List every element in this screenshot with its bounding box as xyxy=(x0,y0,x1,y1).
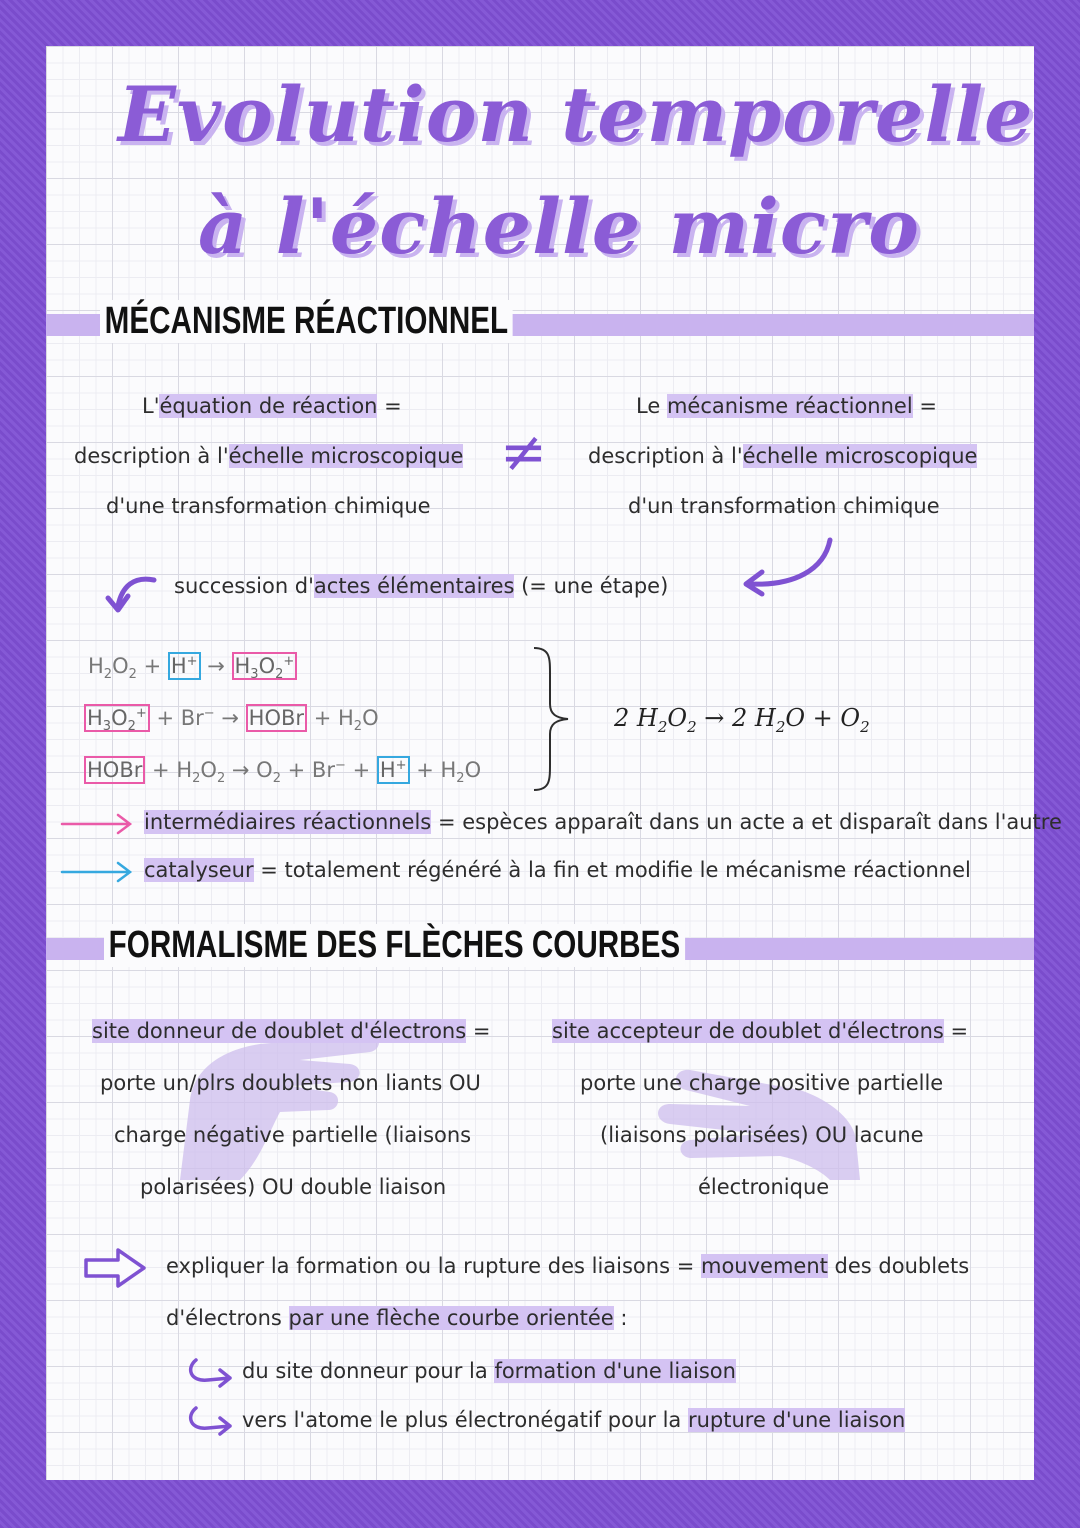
bullet-formation: du site donneur pour la formation d'une liaison xyxy=(242,1359,736,1383)
succession-line: succession d'actes élémentaires (= une étape) xyxy=(174,574,669,598)
mecanisme-def-line1: Le mécanisme réactionnel = xyxy=(636,394,937,418)
explain-line1: expliquer la formation ou la rupture des liaisons = mouvement des doublets xyxy=(166,1254,970,1278)
donneur-line2: porte un/plrs doublets non liants OU xyxy=(100,1071,481,1095)
curly-brace-icon xyxy=(528,644,576,794)
intermediaires-definition: intermédiaires réactionnels = espèces apparaît dans un acte a et disparaît dans l'autre xyxy=(144,810,1062,834)
accepteur-line3: (liaisons polarisées) OU lacune xyxy=(600,1123,924,1147)
section-heading-fleches: FORMALISME DES FLÈCHES COURBES xyxy=(104,924,685,967)
reaction-step-3: HOBr + $H_2O_2 \to O_2 + Br^- + H^+ + H_2O$ xyxy=(84,758,481,786)
global-equation: 2 $H_2O_2 \to 2$ $H_2O + O_2$ xyxy=(614,704,870,736)
explain-line2: d'électrons par une flèche courbe orientée : xyxy=(166,1306,628,1330)
pink-arrow-icon xyxy=(60,812,134,836)
hollow-arrow-icon xyxy=(82,1244,150,1292)
section-bar-right xyxy=(470,314,1034,336)
title-line-1: Evolution temporelle xyxy=(118,70,1034,159)
hook-arrow-icon-1 xyxy=(186,1356,236,1388)
bullet-rupture: vers l'atome le plus électronégatif pour la rupture d'une liaison xyxy=(242,1408,906,1432)
accepteur-line2: porte une charge positive partielle xyxy=(580,1071,944,1095)
donneur-title: site donneur de doublet d'électrons = xyxy=(92,1019,491,1043)
mecanisme-def-line2: description à l'échelle microscopique xyxy=(588,444,978,468)
right-hand-icon xyxy=(630,1030,870,1190)
reaction-step-2: $H_3O_2^+ + Br^-$ → HOBr + $H_2O$ xyxy=(84,706,379,734)
title-line-2: à l'échelle micro xyxy=(198,182,920,271)
curved-arrow-left-icon xyxy=(104,572,160,616)
donneur-line4: polarisées) OU double liaison xyxy=(140,1175,447,1199)
not-equal-sign: ≠ xyxy=(500,420,547,485)
left-hand-icon xyxy=(170,1030,390,1190)
donneur-line3: charge négative partielle (liaisons xyxy=(114,1123,472,1147)
catalyseur-definition: catalyseur = totalement régénéré à la fin et modifie le mécanisme réactionnel xyxy=(144,858,971,882)
equation-def-line2: description à l'échelle microscopique xyxy=(74,444,464,468)
equation-def-line1: L'équation de réaction = xyxy=(142,394,402,418)
curved-arrow-right-icon xyxy=(738,534,838,598)
blue-arrow-icon xyxy=(60,860,134,884)
mecanisme-def-line3: d'un transformation chimique xyxy=(628,494,940,518)
section-heading-mecanisme: MÉCANISME RÉACTIONNEL xyxy=(100,300,513,343)
hook-arrow-icon-2 xyxy=(186,1404,236,1436)
accepteur-line4: électronique xyxy=(698,1175,830,1199)
accepteur-title: site accepteur de doublet d'électrons = xyxy=(552,1019,969,1043)
equation-def-line3: d'une transformation chimique xyxy=(106,494,431,518)
section2-bar-left xyxy=(46,938,106,960)
reaction-step-1: $H_2O_2 + H^+ \to H_3O_2^+$ xyxy=(88,654,297,682)
section-bar-left xyxy=(46,314,106,336)
